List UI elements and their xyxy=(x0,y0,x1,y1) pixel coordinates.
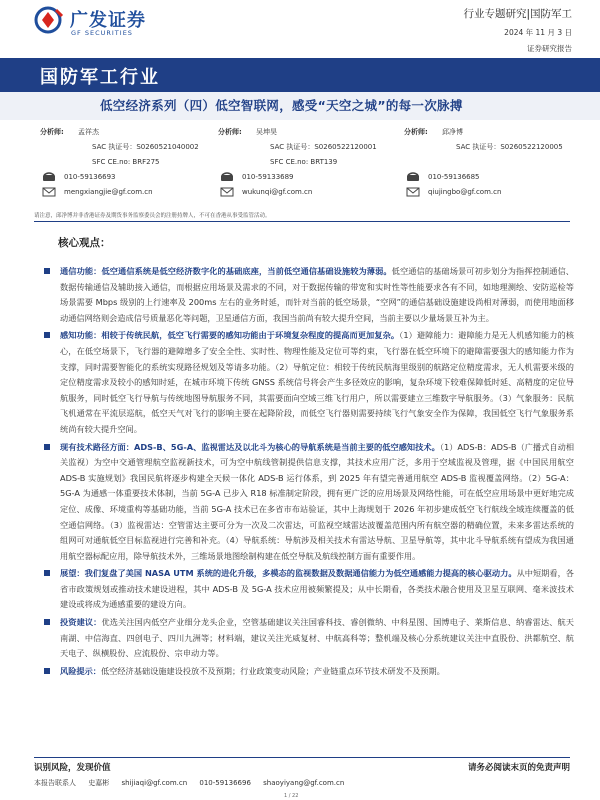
email-icon xyxy=(406,187,420,197)
analyst-email[interactable]: wukunqi@gf.com.cn xyxy=(242,187,313,196)
analyst-name: 吴坤昊 xyxy=(256,127,277,136)
phone-icon xyxy=(220,172,234,182)
point-paragraph xyxy=(34,328,574,437)
point-text: 从中短期看，各省市政策规划或推动技术建设进程，其中 ADS-B 及 5G-A 技术应用被频繁提及；从中长期看，各类技术融合使用及卫星互联网、毫米波技术建设或将成为通感重要的建设方向。 xyxy=(60,568,574,610)
analyst-role: 分析师: xyxy=(40,127,64,136)
analyst-phone: 010-59136693 xyxy=(64,172,116,181)
analyst-name: 孟祥杰 xyxy=(78,127,99,136)
point-text: 低空通信的基础场景可初步划分为指挥控制通信、数据传输通信及辅助接入通信，而根据应用场景及需求的不同，对于数据传输的带宽和实时性等性能要求各有不同，如地理测绘、安防巡检等场景需要 Mbps 级别的上行速率及 200ms 左右的业务时延，而针对当前的低空场景，“空网”的通信基础设施建设尚相对薄弱，而使用地面移动通信网络则会造成信号质量恶化等问题，卫星通信方面，我国当前尚有较大提升空间，当前主要以少量场景互补为主。 xyxy=(60,266,574,323)
logo-subtext: GF SECURITIES xyxy=(71,29,133,37)
point-lead: 展望：我们复盘了美国 NASA UTM 系统的进化升级，多模态的监视数据及数据通信能力为低空通感能力提高的核心驱动力。 xyxy=(60,568,517,579)
analyst-sac: SAC 执证号：S0260522120005 xyxy=(456,142,563,151)
point-text: 低空经济基础设施建设投放不及预期；行业政策变动风险；产业链重点环节技术研发不及预期。 xyxy=(100,665,445,676)
analyst-sac: SAC 执证号：S0260521040002 xyxy=(92,142,199,151)
report-category: 行业专题研究|国防军工 xyxy=(463,8,572,20)
phone-icon xyxy=(406,172,420,182)
analyst-sfc: SFC CE.no: BRF275 xyxy=(92,157,160,166)
bullet-icon xyxy=(44,268,50,274)
point-lead: 风险提示： xyxy=(60,665,101,676)
report-date: 2024 年 11 月 3 日 xyxy=(504,28,572,37)
report-type: 证券研究报告 xyxy=(527,44,572,53)
industry-title: 国防军工行业 xyxy=(40,67,160,88)
gf-logo-icon xyxy=(34,6,64,34)
analyst-card xyxy=(218,124,398,199)
contact-label: 本报告联系人 xyxy=(34,779,76,787)
bullet-icon xyxy=(44,332,50,338)
bullet-icon xyxy=(44,570,50,576)
logo-text: 广发证券 xyxy=(70,10,146,31)
point-lead: 现有技术路径方面：ADS-B、5G-A、监视雷达及以北斗为核心的导航系统是当前主要的低空感知技术。 xyxy=(60,441,440,452)
point-paragraph xyxy=(34,664,574,680)
analyst-name: 邱净博 xyxy=(442,127,463,136)
contact-email-2[interactable]: shaoyiyang@gf.com.cn xyxy=(263,779,345,787)
analyst-card xyxy=(40,124,220,199)
bullet-icon xyxy=(44,444,50,450)
page-number: 1 / 22 xyxy=(284,793,299,799)
point-lead: 投资建议： xyxy=(60,617,102,628)
header-meta xyxy=(463,6,572,54)
report-title: 低空经济系列（四）低空智联网，感受“天空之城”的每一次脉搏 xyxy=(100,98,463,113)
point-text: 优选关注国内低空产业细分龙头企业，空管基础建议关注国睿科技、睿创微纳、中科星图、国博电子、莱斯信息、纳睿雷达、航天南湖、中信海直、四创电子、四川九洲等；材料端，建议关注光威复材、中航高科等；整机端及核心分系统建议关注中直股份、洪都航空、航天电子、纵横股份、应流股份、宗申动力等。 xyxy=(60,617,574,659)
contact-email[interactable]: shijiaqi@gf.com.cn xyxy=(121,779,188,787)
analyst-email[interactable]: mengxiangjie@gf.com.cn xyxy=(64,187,153,196)
point-text: （1）ADS-B：ADS-B（广播式自动相关监视）为空中交通管理航空监视新技术，可为空中航线管制提供信息支撑，其技术应用广泛，多用于空域监视及管理，据《中国民用航空 ADS-B 实施规划》我国民航将逐步构建全天候一体化 ADS-B 运行体系，到 2025 年有望完善通用航空 ADS-B 监视覆盖网络。（2）5G-A：5G-A 为通感一体重要技术体制，当前 5G-A 已步入 R18 标准制定阶段，拥有更广泛的应用场景及网络性能，可在低空应用场景中更好地完成定位、成像、环境重构等基础功能，当前 5G-A 技术已在多省市布站验证，其中上海规划于 2026 年初步建成低空飞行航线全域连续覆盖的低空通信网络。（3）监视雷达：空管雷达主要可分为一次及二次雷达，可监视空域雷达波覆盖范围内所有航空器的精确位置，未来多雷达系统的组网可对通航低空目标监视进行完善和补充。（4）导航系统：导航涉及相关技术有雷达导航、卫星导航等，其中北斗导航系统有望成为我国通用航空器标配应用，除导航技术外，三维场景地图绘制构建在低空导航及航线控制方面有重要作用。 xyxy=(60,441,575,561)
analyst-role: 分析师: xyxy=(404,127,428,136)
point-paragraph xyxy=(34,615,574,662)
point-paragraph xyxy=(34,566,574,613)
email-icon xyxy=(42,187,56,197)
analyst-sfc: SFC CE.no: BRT139 xyxy=(270,157,338,166)
footer-contact xyxy=(34,778,354,788)
point-lead: 通信功能：低空通信系统是低空经济数字化的基础底座，当前低空通信基础设施较为薄弱。 xyxy=(60,266,392,276)
divider xyxy=(34,757,570,758)
contact-name: 史嘉彬 xyxy=(88,779,110,787)
analyst-card xyxy=(404,124,584,199)
analyst-email[interactable]: qiujingbo@gf.com.cn xyxy=(428,187,502,196)
analyst-phone: 010-59136685 xyxy=(428,172,480,181)
analyst-sac: SAC 执证号：S0260522120001 xyxy=(270,142,377,151)
point-text: （1）避障能力：避障能力是无人机感知能力的核心，在低空场景下，飞行器的避障增多了安全全性、实时性、物理性能及定位可等约束，飞行器在低空环境下的避障需要强大的感知能力作为支撑，同时需要智能化的系统实现路径规划及等请多功能。（2）导航定位：相较于传统民航海里级别的航路定位精度需求，无人机需要米级的定位精度需求及较小的感知时延，在城市环境下传统 GNSS 系统信号将会产生多径效应的影响，复杂环境下较难保障低时延、高精度的定位导航服务，同时低空飞行导航与传统地图导航服务不同，其需要面向空域三维飞行用户，所以需要建立三维数字导航服务。（3）气象服务：民航飞机通常在平流层巡航，低空天气对飞行的影响主要在起降阶段，而低空飞行器则需要持续飞行气象安全作为保障，我国低空飞行气象服务系统尚有较大提升空间。 xyxy=(60,330,574,434)
point-paragraph xyxy=(34,264,574,326)
email-icon xyxy=(220,187,234,197)
bullet-icon xyxy=(44,619,50,625)
divider xyxy=(34,221,570,222)
footer-slogan: 识别风险，发现价值 xyxy=(34,763,111,773)
reader-note: 请注意，邱净博并非香港证券及期货事务监察委员会的注册持牌人，不可在香港从事受监管活动。 xyxy=(34,213,271,219)
analyst-sfc xyxy=(404,154,584,169)
section-heading: 核心观点： xyxy=(58,237,111,249)
footer-disclaimer: 请务必阅读末页的免责声明 xyxy=(467,763,570,773)
phone-icon xyxy=(42,172,56,182)
analyst-phone: 010-59133689 xyxy=(242,172,294,181)
core-points xyxy=(34,264,574,681)
analyst-role: 分析师: xyxy=(218,127,242,136)
point-paragraph xyxy=(34,440,574,565)
point-lead: 感知功能：相较于传统民航，低空飞行需要的感知功能由于环境复杂程度的提高而更加复杂。 xyxy=(60,330,400,341)
bullet-icon xyxy=(44,668,50,674)
contact-phone: 010-59136696 xyxy=(199,779,251,787)
